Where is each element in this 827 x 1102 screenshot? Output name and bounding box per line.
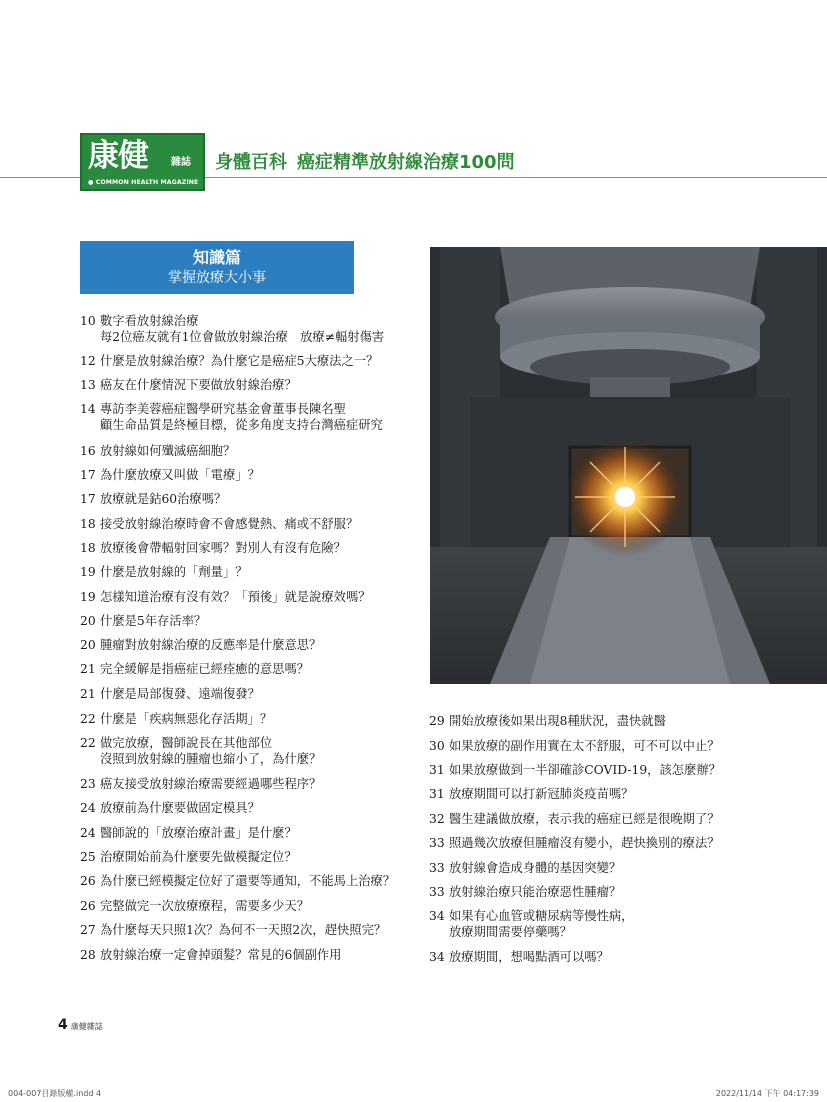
toc-page-number: 12 <box>80 354 96 368</box>
linac-illustration <box>430 247 827 684</box>
magazine-logo <box>80 133 205 191</box>
toc-page-number: 18 <box>80 541 96 555</box>
series-label: 身體百科 <box>215 152 287 173</box>
header-title <box>215 148 515 174</box>
toc-entry-title: 接受放射線治療時會不會感覺熱、痛或不舒服？ <box>100 517 359 531</box>
toc-page-number: 28 <box>80 948 96 962</box>
toc-entry-title: 為什麼放療又叫做「電療」？ <box>100 468 260 482</box>
toc-entry-title: 醫師說的「放療治療計畫」是什麼？ <box>100 826 297 840</box>
toc-entry-title: 治療開始前為什麼要先做模擬定位？ <box>100 850 297 864</box>
toc-page-number: 17 <box>80 492 96 506</box>
toc-entry-title: 數字看放射線治療 <box>100 314 199 328</box>
toc-entry-title: 完整做完一次放療療程，需要多少天？ <box>100 899 310 913</box>
toc-page-number: 31 <box>429 763 445 777</box>
toc-page-number: 24 <box>80 801 96 815</box>
logo-main-text: 康健 <box>88 138 148 174</box>
page-footer <box>58 1017 103 1033</box>
toc-entry-title: 放療前為什麼要做固定模具？ <box>100 801 260 815</box>
toc-entry-title: 什麼是放射線治療？為什麼它是癌症5大療法之一？ <box>100 354 379 368</box>
toc-entry-subtitle: 每2位癌友就有1位會做放射線治療 放療≠輻射傷害 <box>100 330 385 344</box>
toc-entry-title: 什麼是5年存活率？ <box>100 614 207 628</box>
logo-small-text: 雜誌 <box>171 157 191 168</box>
toc-page-number: 22 <box>80 736 96 750</box>
toc-entry-title: 開始放療後如果出現8種狀況，盡快就醫 <box>449 714 666 728</box>
linac-photo <box>430 247 827 684</box>
toc-page-number: 16 <box>80 444 96 458</box>
toc-entry-subtitle: 沒照到放射線的腫瘤也縮小了，為什麼？ <box>100 752 322 766</box>
toc-page-number: 24 <box>80 826 96 840</box>
toc-page-number: 21 <box>80 662 96 676</box>
toc-entry-title: 什麼是「疾病無惡化存活期」？ <box>100 712 273 726</box>
toc-entry-title: 放射線如何殲滅癌細胞？ <box>100 444 236 458</box>
toc-entry-title: 放射線會造成身體的基因突變？ <box>449 861 622 875</box>
toc-entry-title: 專訪李美蓉癌症醫學研究基金會董事長陳名聖 <box>100 402 346 416</box>
section-subtitle: 掌握放療大小事 <box>168 270 266 286</box>
toc-page-number: 17 <box>80 468 96 482</box>
toc-page-number: 33 <box>429 885 445 899</box>
toc-page-number: 30 <box>429 739 445 753</box>
toc-entry-title: 照過幾次放療但腫瘤沒有變小，趕快換別的療法？ <box>449 836 720 850</box>
toc-page-number: 26 <box>80 899 96 913</box>
toc-page-number: 26 <box>80 874 96 888</box>
toc-page-number: 33 <box>429 861 445 875</box>
toc-entry-title: 做完放療，醫師說長在其他部位 <box>100 736 273 750</box>
toc-page-number: 27 <box>80 923 96 937</box>
page-number: 4 <box>58 1017 68 1033</box>
toc-entry-title: 癌友接受放射線治療需要經過哪些程序？ <box>100 777 322 791</box>
toc-entry-title: 如果有心血管或糖尿病等慢性病， <box>449 909 634 923</box>
toc-page-number: 32 <box>429 812 445 826</box>
toc-page-number: 19 <box>80 565 96 579</box>
toc-entry-title: 醫生建議做放療，表示我的癌症已經是很晚期了？ <box>449 812 720 826</box>
toc-entry-subtitle: 放療期間需要停藥嗎？ <box>449 925 572 939</box>
toc-page-number: 20 <box>80 638 96 652</box>
toc-entry-title: 完全緩解是指癌症已經痊癒的意思嗎？ <box>100 662 310 676</box>
toc-entry-title: 放療期間可以打新冠肺炎疫苗嗎？ <box>449 787 634 801</box>
toc-entry-title: 如果放療的副作用實在太不舒服，可不可以中止？ <box>449 739 720 753</box>
toc-entry-title: 放療後會帶輻射回家嗎？對別人有沒有危險？ <box>100 541 346 555</box>
toc-page-number: 22 <box>80 712 96 726</box>
book-title: 癌症精準放射線治療100問 <box>297 152 515 173</box>
toc-entry-title: 放射線治療一定會掉頭髮？常見的6個副作用 <box>100 948 342 962</box>
toc-page-number: 20 <box>80 614 96 628</box>
print-slug-timestamp: 2022/11/14 下午 04:17:39 <box>715 1089 819 1098</box>
toc-entry-title: 放療就是鈷60治療嗎？ <box>100 492 227 506</box>
toc-page-number: 19 <box>80 590 96 604</box>
toc-page-number: 18 <box>80 517 96 531</box>
toc-page-number: 34 <box>429 909 445 923</box>
toc-page-number: 25 <box>80 850 96 864</box>
footer-magazine-name: 康健雜誌 <box>70 1022 103 1031</box>
toc-entry-title: 放療期間，想喝點酒可以嗎？ <box>449 950 609 964</box>
section-title: 知識篇 <box>192 248 241 267</box>
section-banner <box>80 241 354 294</box>
toc-page-number: 29 <box>429 714 445 728</box>
toc-page-number: 13 <box>80 378 96 392</box>
logo-english-text: ● COMMON HEALTH MAGAZINE <box>88 179 199 186</box>
toc-entry-title: 怎樣知道治療有沒有效？「預後」就是說療效嗎？ <box>100 590 371 604</box>
toc-entry-title: 為什麼已經模擬定位好了還要等通知，不能馬上治療？ <box>100 874 396 888</box>
print-slug-file: 004-007目錄版權.indd 4 <box>8 1089 102 1098</box>
toc-page-number: 34 <box>429 950 445 964</box>
toc-entry-title: 癌友在什麼情況下要做放射線治療？ <box>100 378 297 392</box>
toc-entry-subtitle: 顧生命品質是終極目標，從多角度支持台灣癌症研究 <box>100 418 383 432</box>
toc-page-number: 21 <box>80 687 96 701</box>
toc-entry-title: 什麼是局部復發、遠端復發？ <box>100 687 260 701</box>
toc-entry-title: 什麼是放射線的「劑量」？ <box>100 565 248 579</box>
toc-entry-title: 腫瘤對放射線治療的反應率是什麼意思？ <box>100 638 322 652</box>
toc-page-number: 31 <box>429 787 445 801</box>
toc-page-number: 14 <box>80 402 96 416</box>
toc-page-number: 10 <box>80 314 96 328</box>
toc-entry-title: 放射線治療只能治療惡性腫瘤？ <box>449 885 622 899</box>
toc-entry-title: 為什麼每天只照1次？為何不一天照2次，趕快照完？ <box>100 923 387 937</box>
toc-page-number: 33 <box>429 836 445 850</box>
toc-entry-title: 如果放療做到一半卻確診COVID-19，該怎麼辦？ <box>449 763 721 777</box>
toc-page-number: 23 <box>80 777 96 791</box>
